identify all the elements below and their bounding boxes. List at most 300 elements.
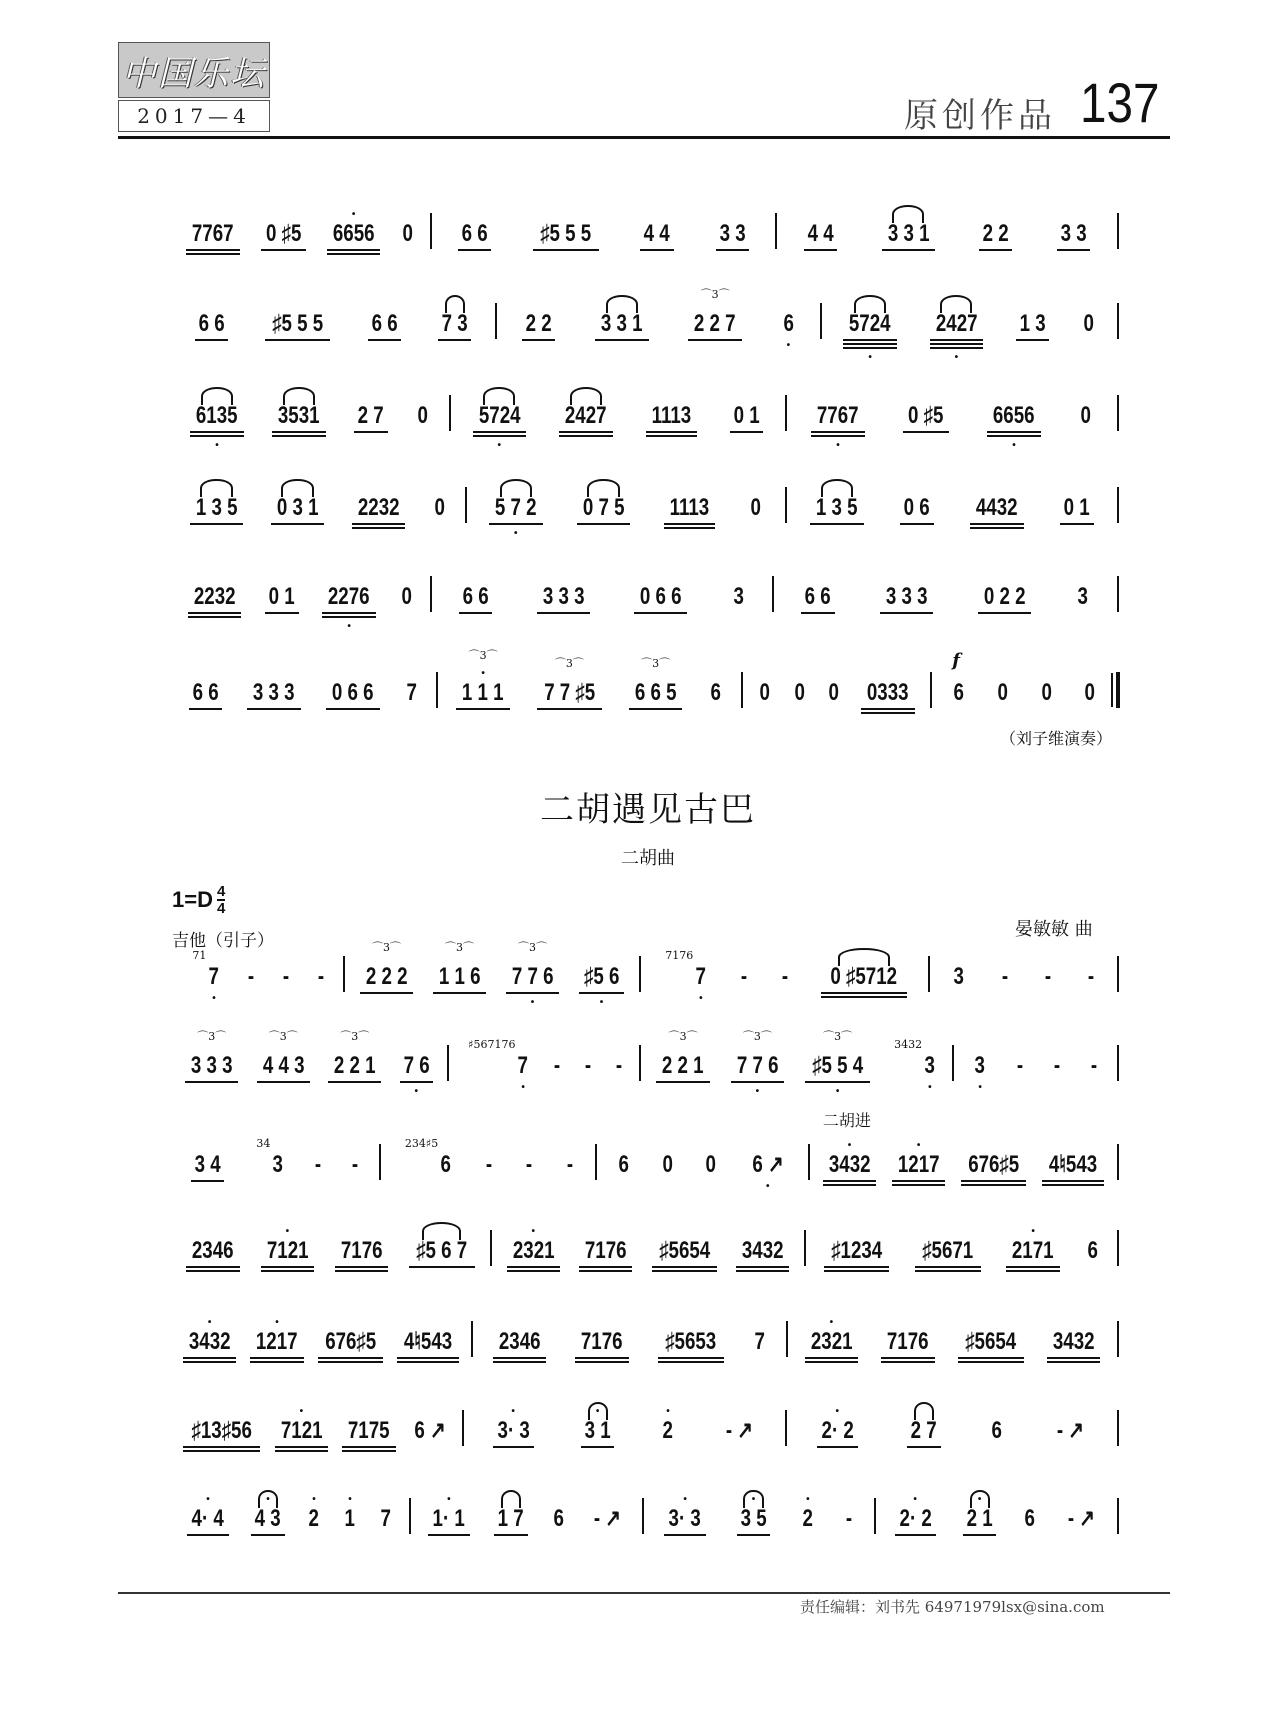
note-group <box>843 293 896 363</box>
octave-dot: • <box>699 993 703 1004</box>
measure <box>416 1488 637 1548</box>
note-group <box>397 1311 459 1363</box>
barline <box>462 1410 464 1446</box>
notes: 2 2 7 <box>694 310 736 337</box>
note-group <box>1053 1035 1061 1079</box>
note-group <box>892 1134 945 1186</box>
beam-underline <box>183 1361 236 1363</box>
note-group <box>781 946 789 990</box>
notes: ♯5 6 <box>583 963 620 990</box>
notes: 2232 <box>193 583 236 610</box>
barline <box>1117 1410 1119 1446</box>
note-group <box>322 566 375 632</box>
triplet-mark: ⌒3⌒ <box>823 1030 853 1043</box>
note-group <box>327 203 380 255</box>
note-group <box>665 946 707 1004</box>
octave-dot: • <box>835 1406 840 1417</box>
measure <box>386 1134 590 1194</box>
magazine-logo <box>118 42 270 98</box>
grace-notes: ♯567176 <box>468 1038 516 1051</box>
beam-underline <box>595 339 648 341</box>
note-group <box>821 946 906 998</box>
octave-dot: • <box>954 352 959 363</box>
measure <box>176 1134 374 1194</box>
beam-underline <box>811 431 864 433</box>
note-group <box>191 1134 224 1182</box>
staff-row <box>0 1488 1280 1548</box>
octave-dot: • <box>916 1140 921 1151</box>
beam-underline <box>397 1357 459 1359</box>
beam-underline <box>261 1266 314 1268</box>
notes: 2276 <box>328 583 370 610</box>
barline <box>785 1410 787 1446</box>
barline <box>436 672 438 708</box>
beam-underline <box>880 612 933 614</box>
note-group <box>1083 662 1096 706</box>
measure <box>478 1311 781 1371</box>
beam-underline <box>342 1446 395 1448</box>
beam-underline <box>186 1270 239 1272</box>
notes: 0 <box>1041 679 1052 706</box>
beam-underline <box>322 616 375 618</box>
notes: 6 6 <box>461 220 488 247</box>
notes: 6 <box>991 1417 1002 1444</box>
notes: 0 <box>759 679 771 706</box>
octave-dot: • <box>531 1226 535 1237</box>
note-group <box>996 662 1009 706</box>
notes: 6656 <box>332 220 375 247</box>
notes: 0 <box>1080 402 1092 429</box>
notes: - <box>485 1151 493 1178</box>
measure <box>176 662 431 722</box>
note-group <box>579 1220 632 1272</box>
note-group <box>533 203 598 251</box>
notes: 4♮543 <box>1048 1151 1098 1178</box>
notes: - <box>282 963 290 990</box>
staff-row <box>0 1030 1280 1097</box>
beam-underline <box>579 1266 632 1268</box>
octave-dot: • <box>595 1406 600 1417</box>
note-group <box>1060 477 1093 525</box>
measure <box>176 1220 485 1280</box>
notes: 7176 <box>887 1328 929 1355</box>
measure <box>935 946 1112 1006</box>
measure <box>443 649 736 722</box>
note-group <box>640 203 673 251</box>
note-group <box>595 293 648 341</box>
note-group <box>688 288 741 341</box>
notes: 6 <box>710 679 722 706</box>
notes: 3432 <box>1052 1328 1095 1355</box>
beam-underline <box>327 249 380 251</box>
note-group <box>183 1400 260 1452</box>
beam-underline <box>634 612 687 614</box>
beam-underline <box>360 992 413 994</box>
measure <box>437 566 767 626</box>
notes: 2 <box>308 1505 320 1532</box>
beam-underline <box>250 1361 303 1363</box>
notes: 2 7 <box>910 1417 937 1444</box>
measure <box>176 1488 404 1548</box>
notes: 6 <box>1024 1505 1036 1532</box>
notes: 7175 <box>348 1417 390 1444</box>
measure <box>881 1488 1112 1548</box>
slur-arc <box>838 948 889 966</box>
piece-title: 二胡遇见古巴 <box>540 790 756 830</box>
octave-dot: • <box>351 209 356 220</box>
beam-underline <box>188 616 241 618</box>
beam-underline <box>882 249 935 251</box>
note-group <box>730 385 763 433</box>
notes: 0333 <box>867 679 909 706</box>
octave-dot: • <box>285 1226 290 1237</box>
beam-underline <box>187 1534 228 1536</box>
note-group <box>189 662 222 710</box>
barline <box>465 487 467 523</box>
notes: 3 3 3 <box>190 1052 233 1079</box>
notes: 5 7 2 <box>494 494 537 521</box>
notes: 1 3 5 <box>816 494 858 521</box>
note-group <box>493 1400 534 1448</box>
note-group <box>793 662 806 706</box>
notes: 1 7 <box>497 1505 524 1532</box>
note-group <box>987 385 1040 451</box>
notes: 7 7 ♯5 <box>543 679 595 706</box>
notes: 7121 <box>266 1237 309 1264</box>
note-group <box>758 662 771 706</box>
beam-underline <box>970 527 1023 529</box>
notes: - <box>846 1505 853 1532</box>
beam-underline <box>1006 1270 1059 1272</box>
notes: 1 <box>344 1505 356 1532</box>
beam-underline <box>1060 523 1093 525</box>
barline <box>820 303 822 339</box>
triplet-mark: ⌒3⌒ <box>197 1030 227 1043</box>
note-group <box>861 662 914 714</box>
note-group <box>658 1311 723 1363</box>
octave-dot: • <box>666 1406 670 1417</box>
measure <box>497 1220 799 1280</box>
notes: 6 <box>440 1151 452 1178</box>
octave-dot: • <box>312 1494 316 1505</box>
note-group <box>458 203 491 251</box>
note-group <box>456 649 509 710</box>
notes: 2 2 <box>982 220 1009 247</box>
barline <box>1117 1144 1119 1180</box>
note-group <box>275 1400 328 1452</box>
note-group <box>900 477 933 525</box>
note-group <box>187 1488 228 1536</box>
notes: 3 <box>1077 583 1089 610</box>
note-group <box>257 1030 310 1083</box>
beam-underline <box>716 249 749 251</box>
page-number: 137 <box>1080 71 1160 134</box>
beam-underline <box>915 1270 980 1272</box>
triplet-mark: ⌒3⌒ <box>554 657 584 670</box>
beam-underline <box>559 435 612 437</box>
note-group <box>749 477 762 521</box>
composer-credit: 晏敏敏 曲 <box>1015 919 1093 940</box>
barline <box>430 576 432 612</box>
footer-rule <box>118 1592 1170 1594</box>
beam-underline <box>963 1534 996 1536</box>
notes: 2 1 <box>966 1505 993 1532</box>
beam-underline <box>823 1184 876 1186</box>
beam-underline <box>581 1446 614 1448</box>
measure <box>649 1488 869 1548</box>
note-group <box>485 1134 493 1178</box>
note-group <box>804 203 837 251</box>
measure <box>437 203 770 263</box>
notes: 7176 <box>581 1328 623 1355</box>
barline <box>449 395 451 431</box>
barline <box>1117 1230 1119 1266</box>
beam-underline <box>843 343 896 345</box>
triplet-mark: ⌒3⌒ <box>668 1030 698 1043</box>
beam-underline <box>575 1357 628 1359</box>
notes: 0 6 <box>903 494 931 521</box>
editor-credit: 责任编辑：刘书先 64971979lsx@sina.com <box>800 1598 1105 1616</box>
beam-underline <box>533 249 598 251</box>
note-group <box>459 566 492 614</box>
logo-text: 中国乐坛 <box>122 53 266 94</box>
note-group <box>494 1488 527 1536</box>
beam-underline <box>907 1446 940 1448</box>
beam-underline <box>881 1357 934 1359</box>
beam-underline <box>900 523 933 525</box>
octave-dot: • <box>347 621 351 632</box>
note-group <box>433 477 446 521</box>
slur-arc <box>200 479 232 497</box>
notes: 0 ♯5712 <box>830 963 898 990</box>
notes: 3 3 3 <box>885 583 928 610</box>
measure <box>602 1134 803 1194</box>
beam-underline <box>978 612 1031 614</box>
measure <box>811 1220 1112 1280</box>
notes: 0 <box>705 1151 717 1178</box>
note-group <box>400 1035 433 1097</box>
note-group <box>183 1311 236 1363</box>
beam-underline <box>251 1534 284 1536</box>
notes: 6 6 <box>198 310 225 337</box>
note-group <box>354 385 387 433</box>
note-group <box>318 1311 383 1363</box>
note-group <box>192 946 220 1004</box>
beam-underline <box>456 708 509 710</box>
octave-dot: • <box>1031 1226 1035 1237</box>
notes: 676♯5 <box>968 1151 1020 1178</box>
note-group <box>188 566 241 618</box>
octave-dot: • <box>511 1406 515 1417</box>
note-group <box>581 1400 614 1448</box>
staff-row <box>0 477 1280 537</box>
barline <box>495 303 497 339</box>
octave-dot: • <box>755 1086 760 1097</box>
note-group <box>360 941 413 994</box>
note-group <box>186 203 239 255</box>
beam-underline <box>1016 339 1049 341</box>
beam-underline <box>1047 1361 1100 1363</box>
measure <box>792 385 1112 451</box>
octave-dot: • <box>348 1494 352 1505</box>
beam-underline <box>537 612 590 614</box>
octave-dot: • <box>868 352 872 363</box>
notes: 7 7 6 <box>736 1052 779 1079</box>
note-group <box>634 566 687 614</box>
beam-underline <box>1047 1357 1100 1359</box>
measure <box>792 477 1112 537</box>
beam-underline <box>559 431 612 433</box>
octave-dot: • <box>977 1494 982 1505</box>
note-group <box>1053 1400 1088 1444</box>
instrument-entry-label: 二胡进 <box>822 1111 871 1130</box>
notes: ♯5 5 4 <box>812 1052 864 1079</box>
notes: 2 <box>802 1505 814 1532</box>
note-group <box>748 1134 788 1192</box>
octave-dot: • <box>514 528 518 539</box>
octave-dot: • <box>766 1181 770 1192</box>
beam-underline <box>1057 249 1090 251</box>
notes: 6 6 <box>462 583 489 610</box>
notes: 6 <box>553 1505 564 1532</box>
note-group <box>822 1111 876 1186</box>
barline <box>786 1321 788 1357</box>
beam-underline <box>688 339 741 341</box>
beam-underline <box>804 249 837 251</box>
beam-underline <box>577 523 630 525</box>
beam-underline <box>915 1266 980 1268</box>
barline <box>785 395 787 431</box>
notes: 7 7 6 <box>511 963 554 990</box>
measure <box>646 1030 947 1097</box>
note-group <box>1079 385 1092 429</box>
measure <box>176 946 338 1006</box>
notes: - <box>1087 963 1094 990</box>
notes: 2 2 <box>525 310 552 337</box>
note-group <box>801 566 834 614</box>
notes: - <box>352 1151 359 1178</box>
time-signature <box>217 884 225 916</box>
octave-dot: • <box>806 1494 810 1505</box>
note-group <box>824 1220 889 1272</box>
triplet-mark: ⌒3⌒ <box>268 1030 298 1043</box>
beam-underline <box>400 1081 433 1083</box>
notes: - <box>1001 963 1008 990</box>
notes: 3432 <box>828 1151 871 1178</box>
notes: 6 <box>953 679 965 706</box>
notes: - <box>1053 1052 1060 1079</box>
beam-underline <box>646 431 697 433</box>
beam-underline <box>930 347 983 349</box>
note-group <box>405 662 418 706</box>
barline <box>1117 213 1119 249</box>
measure <box>350 941 634 1008</box>
beam-underline <box>1042 1180 1104 1182</box>
notes: ♯5 5 5 <box>272 310 324 337</box>
note-group <box>1086 1220 1099 1264</box>
beam-underline <box>579 992 624 994</box>
notes: 3 <box>272 1151 284 1178</box>
notes: 7 <box>517 1052 529 1079</box>
triplet-mark: ⌒3⌒ <box>444 941 474 954</box>
beam-underline <box>817 1446 858 1448</box>
octave-dot: • <box>913 1494 917 1505</box>
note-group <box>507 1220 560 1272</box>
notes: - <box>566 1151 573 1178</box>
beam-underline <box>987 435 1040 437</box>
note-group <box>617 1134 630 1178</box>
notes: 0 <box>402 220 414 247</box>
beam-underline <box>646 435 697 437</box>
notes: 2346 <box>498 1328 541 1355</box>
notes: - <box>615 1052 622 1079</box>
note-group <box>265 566 298 614</box>
notes: 676♯5 <box>324 1328 376 1355</box>
octave-dot: • <box>836 440 840 451</box>
staff-row <box>0 1111 1280 1194</box>
beam-underline <box>821 996 906 998</box>
note-group <box>256 1134 284 1178</box>
notes: 2 <box>662 1417 674 1444</box>
beam-underline <box>881 1361 934 1363</box>
beam-underline <box>335 1270 388 1272</box>
note-group <box>343 1488 356 1532</box>
beam-underline <box>970 523 1023 525</box>
dynamic-mark: f <box>952 650 960 671</box>
beam-underline <box>368 339 401 341</box>
notes: 0 ♯5 <box>265 220 302 247</box>
slur-arc <box>892 205 924 223</box>
note-group <box>584 1035 592 1079</box>
beam-underline <box>493 1357 546 1359</box>
notes: 2· 2 <box>821 1417 854 1444</box>
notes: 2427 <box>935 310 978 337</box>
notes: 6 6 <box>371 310 398 337</box>
measure <box>176 1311 466 1371</box>
intro-label: 吉他（引子） <box>172 931 274 951</box>
note-group <box>577 477 630 525</box>
note-group <box>328 1030 381 1083</box>
slur-arc <box>940 295 972 313</box>
notes: 6 <box>783 310 794 337</box>
beam-underline <box>730 431 763 433</box>
beam-underline <box>658 1361 723 1363</box>
octave-dot: • <box>521 1082 525 1093</box>
notes: 5724 <box>849 310 891 337</box>
note-group <box>1047 1311 1100 1363</box>
beam-underline <box>811 435 864 437</box>
notes: 0 1 <box>1063 494 1090 521</box>
beam-underline <box>247 708 300 710</box>
beam-underline <box>190 435 243 437</box>
measure <box>793 1311 1112 1371</box>
notes: 2321 <box>512 1237 555 1264</box>
notes: 2232 <box>357 494 400 521</box>
barline <box>379 1144 381 1180</box>
grace-notes: 3432 <box>894 1038 923 1051</box>
staff-row <box>0 385 1280 451</box>
triplet-mark: ⌒3⌒ <box>742 1030 772 1043</box>
notes: 1 3 <box>1019 310 1046 337</box>
note-group <box>351 1134 359 1178</box>
note-group <box>566 1134 574 1178</box>
measure <box>646 946 923 1006</box>
notes: 6 6 <box>805 583 832 610</box>
notes: - <box>1016 1052 1023 1079</box>
beam-underline <box>183 1450 260 1452</box>
note-group <box>493 1311 546 1363</box>
beam-underline <box>892 1184 945 1186</box>
